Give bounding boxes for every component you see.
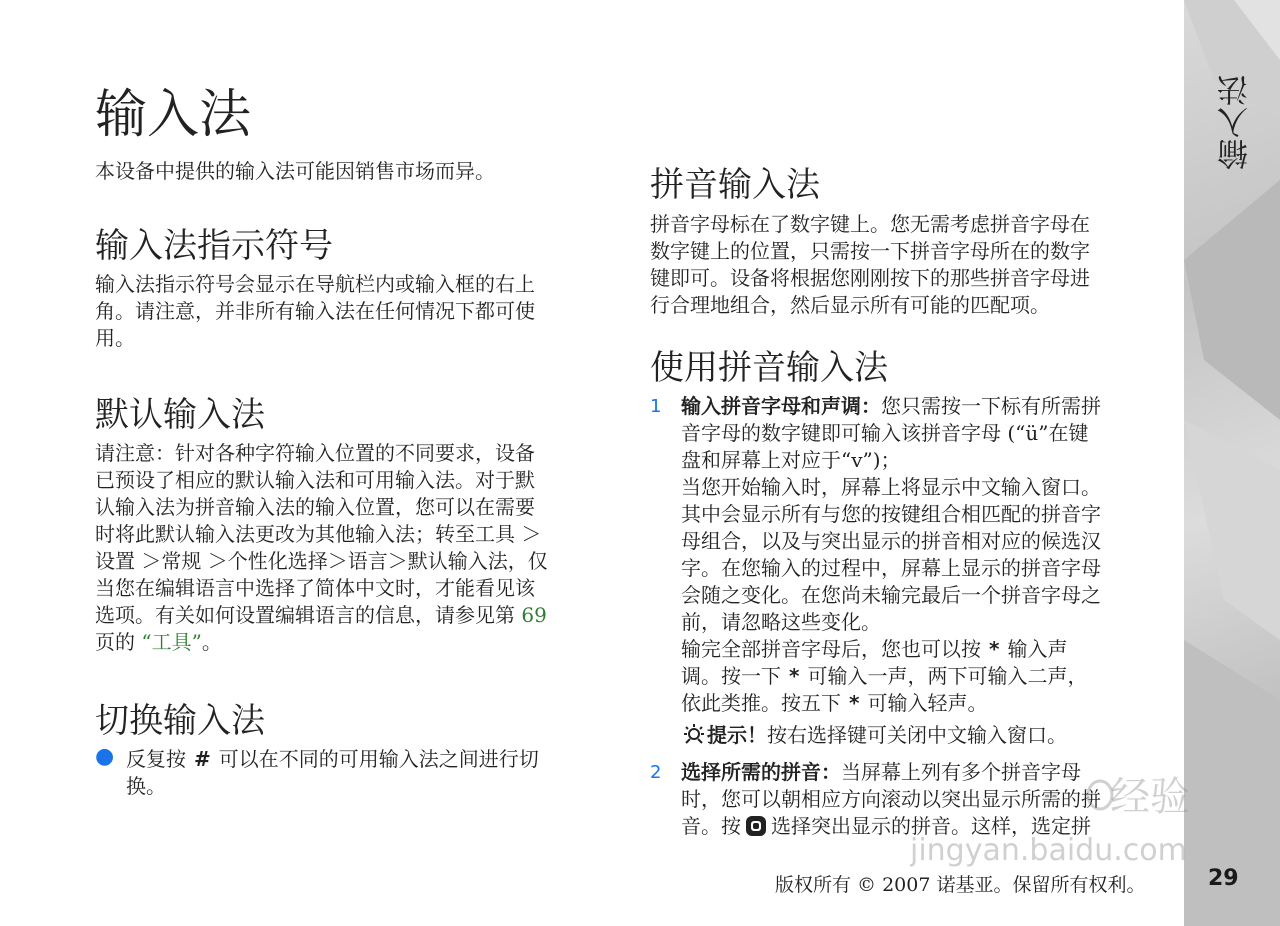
text-line [681, 393, 1101, 420]
text-line: 盘和屏幕上对应于“v”)； [681, 448, 901, 472]
text-line [95, 629, 548, 656]
step-number: 1 [650, 396, 662, 417]
text-line: 角。请注意，并非所有输入法在任何情况下都可使 [95, 299, 535, 323]
page-ref-link[interactable]: 69 [521, 603, 547, 627]
text-line: 前，请忽略这些变化。 [681, 610, 881, 634]
text-line: 当您在编辑语言中选择了简体中文时，才能看见该 [95, 576, 535, 600]
text-segment: 音。按 [681, 814, 741, 838]
star-key-glyph: * [849, 691, 860, 715]
heading-switch: 切换输入法 [95, 701, 265, 741]
tip-label: 提示！ [707, 723, 767, 747]
text-line: 当您开始输入时，屏幕上将显示中文输入窗口。 [681, 475, 1101, 499]
watermark-brand: 经验 [1110, 774, 1190, 820]
navi-key-icon [745, 815, 767, 837]
step-2-text [681, 759, 1101, 840]
watermark-url: jingyan.baidu.com [910, 833, 1187, 868]
text-line [681, 813, 1101, 840]
text-line: 换。 [126, 774, 166, 798]
text-line: 用。 [95, 326, 135, 350]
text-segment: 选择突出显示的拼音。这样，选定拼 [771, 814, 1091, 838]
star-key-glyph: * [989, 637, 1000, 661]
step-2-title: 选择所需的拼音： [681, 760, 841, 784]
tools-link[interactable]: “工具” [141, 630, 202, 654]
text-line: 音字母的数字键即可输入该拼音字母 (“ü”在键 [681, 421, 1089, 445]
star-key-glyph: * [789, 664, 800, 688]
text-line: 时，您可以朝相应方向滚动以突出显示所需的拼 [681, 787, 1101, 811]
text-line: 行合理地组合，然后显示所有可能的匹配项。 [650, 293, 1050, 317]
page-number: 29 [1208, 866, 1239, 891]
text-segment: 可输入一声，两下可输入二声， [807, 664, 1088, 688]
heading-default: 默认输入法 [95, 395, 265, 435]
text-segment: 输入声 [1007, 637, 1068, 661]
step-1-text [681, 393, 1101, 717]
text-line [681, 636, 1101, 663]
heading-pinyin: 拼音输入法 [650, 165, 820, 205]
default-body [95, 440, 548, 656]
step-1-title: 输入拼音字母和声调： [681, 394, 881, 418]
text-segment: 当屏幕上列有多个拼音字母 [841, 760, 1081, 784]
text-line: 字。在您输入的过程中，屏幕上显示的拼音字母 [681, 556, 1101, 580]
text-line [95, 602, 548, 629]
text-line: 认输入法为拼音输入法的输入位置，您可以在需要 [95, 495, 535, 519]
text-segment: 可以在不同的可用输入法之间进行切 [218, 747, 539, 771]
text-segment: 选项。有关如何设置编辑语言的信息，请参见第 [95, 603, 522, 627]
text-line: 键即可。设备将根据您刚刚按下的那些拼音字母进 [650, 266, 1090, 290]
text-line: 设置 ＞常规 ＞个性化选择＞语言＞默认输入法，仅 [95, 549, 548, 573]
text-line [681, 722, 1067, 749]
text-segment: 依此类推。按五下 [681, 691, 841, 715]
switch-bullet-text [126, 746, 539, 800]
text-segment: 输完全部拼音字母后，您也可以按 [681, 637, 981, 661]
text-segment: 反复按 [126, 747, 186, 771]
bullet-dot-icon: ● [95, 744, 115, 769]
text-line: 会随之变化。在您尚未输完最后一个拼音字母之 [681, 583, 1101, 607]
text-segment: 页的 [95, 630, 142, 654]
text-line: 其中会显示所有与您的按键组合相匹配的拼音字 [681, 502, 1101, 526]
text-segment: 。 [201, 630, 222, 654]
step-number: 2 [650, 762, 662, 783]
lightbulb-tip-icon [681, 724, 707, 746]
heading-using-pinyin: 使用拼音输入法 [650, 348, 888, 388]
text-line [681, 663, 1101, 690]
text-line: 输入法指示符号会显示在导航栏内或输入框的右上 [95, 272, 535, 296]
text-line [126, 746, 539, 773]
tip-line [681, 722, 1067, 749]
text-segment: 您只需按一下标有所需拼 [881, 394, 1101, 418]
tip-text: 按右选择键可关闭中文输入窗口。 [767, 723, 1067, 747]
side-tab-title: 输入法 [1218, 74, 1254, 170]
text-line: 已预设了相应的默认输入法和可用输入法。对于默 [95, 468, 535, 492]
text-segment: 调。按一下 [681, 664, 781, 688]
text-line: 母组合，以及与突出显示的拼音相对应的候选汉 [681, 529, 1101, 553]
intro-text: 本设备中提供的输入法可能因销售市场而异。 [95, 159, 495, 183]
pinyin-body [650, 211, 1090, 319]
text-line: 时将此默认输入法更改为其他输入法；转至工具 ＞ [95, 522, 542, 546]
copyright-footer: 版权所有 © 2007 诺基亚。保留所有权利。 [775, 874, 1146, 896]
text-line: 请注意：针对各种字符输入位置的不同要求，设备 [95, 441, 535, 465]
text-segment: 可输入轻声。 [867, 691, 988, 715]
page-title: 输入法 [95, 85, 252, 145]
heading-indicator: 输入法指示符号 [95, 226, 333, 266]
hash-key-glyph: # [194, 747, 211, 771]
text-line: 数字键上的位置，只需按一下拼音字母所在的数字 [650, 239, 1090, 263]
indicator-body [95, 271, 535, 352]
text-line: 拼音字母标在了数字键上。您无需考虑拼音字母在 [650, 212, 1090, 236]
text-line [681, 759, 1101, 786]
text-line [681, 690, 1101, 717]
